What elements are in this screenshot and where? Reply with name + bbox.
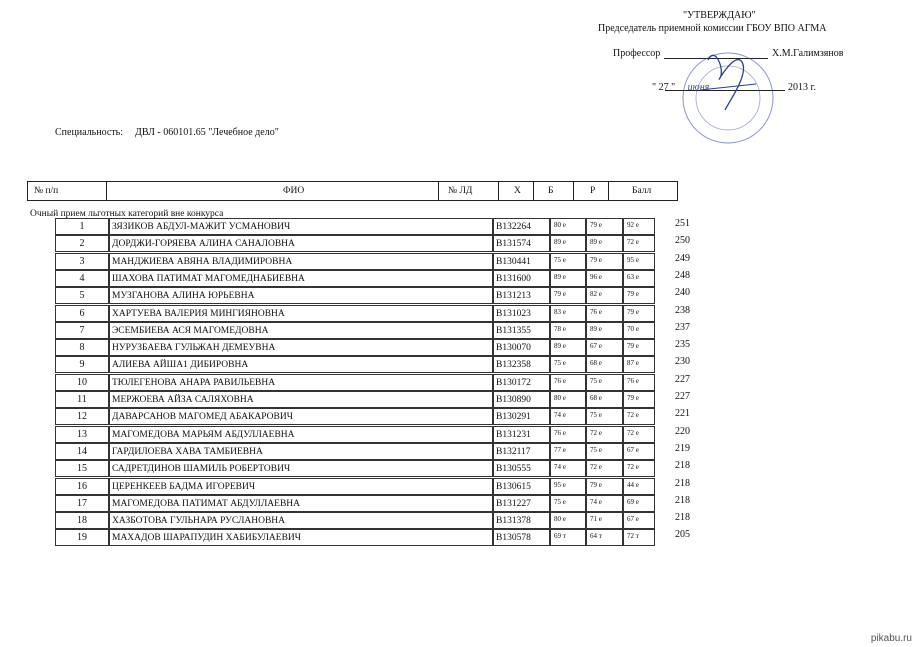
row-fio: ЦЕРЕНКЕЕВ БАДМА ИГОРЕВИЧ — [109, 478, 493, 495]
row-file-number: В130291 — [493, 408, 550, 425]
row-chemistry: 75 е — [550, 356, 586, 373]
row-chemistry: 69 т — [550, 529, 586, 546]
row-fio: МЕРЖОЕВА АЙЗА САЛЯХОВНА — [109, 391, 493, 408]
col-ld: № ЛД — [448, 186, 473, 196]
row-chemistry: 74 е — [550, 460, 586, 477]
row-fio: ГАРДИЛОЕВА ХАВА ТАМБИЕВНА — [109, 443, 493, 460]
row-russian: 79 е — [623, 287, 655, 304]
row-file-number: В130172 — [493, 374, 550, 391]
table-row — [55, 339, 690, 356]
row-russian: 67 е — [623, 512, 655, 529]
row-russian: 72 е — [623, 408, 655, 425]
row-biology: 89 е — [586, 235, 623, 252]
row-biology: 67 е — [586, 339, 623, 356]
row-fio: МАГОМЕДОВА МАРЬЯМ АБДУЛЛАЕВНА — [109, 426, 493, 443]
row-russian: 79 е — [623, 339, 655, 356]
row-chemistry: 77 е — [550, 443, 586, 460]
row-biology: 76 е — [586, 305, 623, 322]
row-file-number: В130441 — [493, 253, 550, 270]
row-biology: 96 е — [586, 270, 623, 287]
row-number: 15 — [55, 460, 109, 477]
row-file-number: В130890 — [493, 391, 550, 408]
row-fio: ДОРДЖИ-ГОРЯЕВА АЛИНА САНАЛОВНА — [109, 235, 493, 252]
row-chemistry: 79 е — [550, 287, 586, 304]
row-number: 10 — [55, 374, 109, 391]
date-month: июня — [687, 82, 710, 93]
row-fio: САДРЕТДИНОВ ШАМИЛЬ РОБЕРТОВИЧ — [109, 460, 493, 477]
row-number: 2 — [55, 235, 109, 252]
row-biology: 82 е — [586, 287, 623, 304]
row-file-number: В132264 — [493, 218, 550, 235]
row-number: 6 — [55, 305, 109, 322]
row-russian: 87 е — [623, 356, 655, 373]
row-file-number: В131227 — [493, 495, 550, 512]
row-number: 14 — [55, 443, 109, 460]
col-number: № п/п — [34, 186, 59, 196]
row-chemistry: 83 е — [550, 305, 586, 322]
row-total-score: 250 — [675, 235, 690, 247]
row-total-score: 218 — [675, 460, 690, 472]
row-total-score: 220 — [675, 425, 690, 437]
row-number: 17 — [55, 495, 109, 512]
row-fio: НУРУЗБАЕВА ГУЛЬЖАН ДЕМЕУВНА — [109, 339, 493, 356]
row-fio: МАНДЖИЕВА АВЯНА ВЛАДИМИРОВНА — [109, 253, 493, 270]
row-biology: 89 е — [586, 322, 623, 339]
row-chemistry: 80 е — [550, 391, 586, 408]
table-row — [55, 460, 690, 477]
row-total-score: 238 — [675, 304, 690, 316]
row-chemistry: 89 е — [550, 339, 586, 356]
row-biology: 72 е — [586, 460, 623, 477]
row-fio: ХАЗБОТОВА ГУЛЬНАРА РУСЛАНОВНА — [109, 512, 493, 529]
row-biology: 74 е — [586, 495, 623, 512]
row-file-number: В130615 — [493, 478, 550, 495]
row-chemistry: 80 е — [550, 218, 586, 235]
table-row — [55, 252, 690, 270]
row-fio: ХАРТУЕВА ВАЛЕРИЯ МИНГИЯНОВНА — [109, 305, 493, 322]
row-russian: 69 е — [623, 495, 655, 512]
row-number: 12 — [55, 408, 109, 425]
row-russian: 63 е — [623, 270, 655, 287]
row-total-score: 218 — [675, 477, 690, 489]
row-file-number: В131574 — [493, 235, 550, 252]
row-fio: МАГОМЕДОВА ПАТИМАТ АБДУЛЛАЕВНА — [109, 495, 493, 512]
row-russian: 67 е — [623, 443, 655, 460]
row-chemistry: 89 е — [550, 235, 586, 252]
table-row — [55, 425, 690, 443]
row-file-number: В131023 — [493, 305, 550, 322]
row-number: 5 — [55, 287, 109, 304]
row-chemistry: 75 е — [550, 253, 586, 270]
table-row — [55, 442, 690, 460]
section-title: Очный прием льготных категорий вне конкурса — [30, 209, 224, 219]
row-total-score: 240 — [675, 287, 690, 299]
row-biology: 79 е — [586, 218, 623, 235]
row-chemistry: 76 е — [550, 426, 586, 443]
row-file-number: В130555 — [493, 460, 550, 477]
row-total-score: 248 — [675, 269, 690, 281]
table-row — [55, 373, 690, 391]
table-row — [55, 321, 690, 339]
col-chem: Х — [514, 186, 521, 196]
row-chemistry: 95 е — [550, 478, 586, 495]
row-number: 7 — [55, 322, 109, 339]
table-row — [55, 356, 690, 373]
table-row — [55, 304, 690, 322]
row-number: 18 — [55, 512, 109, 529]
row-fio: ШАХОВА ПАТИМАТ МАГОМЕДНАБИЕВНА — [109, 270, 493, 287]
row-chemistry: 78 е — [550, 322, 586, 339]
commission-chair-title: Председатель приемной комиссии ГБОУ ВПО АГМА — [598, 23, 827, 34]
professor-label: Профессор — [613, 48, 661, 59]
col-rus: Р — [590, 186, 596, 196]
row-total-score: 227 — [675, 373, 690, 385]
row-russian: 72 е — [623, 235, 655, 252]
row-file-number: В130578 — [493, 529, 550, 546]
row-russian: 95 е — [623, 253, 655, 270]
date-day: " 27 " — [652, 82, 676, 93]
table-row — [55, 494, 690, 512]
row-russian: 70 е — [623, 322, 655, 339]
row-fio: ТЮЛЕГЕНОВА АНАРА РАВИЛЬЕВНА — [109, 374, 493, 391]
row-number: 13 — [55, 426, 109, 443]
row-total-score: 249 — [675, 252, 690, 264]
row-file-number: В131378 — [493, 512, 550, 529]
row-biology: 75 е — [586, 408, 623, 425]
row-total-score: 221 — [675, 408, 690, 420]
row-number: 4 — [55, 270, 109, 287]
watermark: pikabu.ru — [870, 633, 912, 644]
row-fio: ЭСЕМБИЕВА АСЯ МАГОМЕДОВНА — [109, 322, 493, 339]
row-total-score: 227 — [675, 391, 690, 402]
row-chemistry: 75 е — [550, 495, 586, 512]
row-number: 16 — [55, 478, 109, 495]
approval-year: 2013 г. — [788, 82, 816, 93]
row-file-number: В131213 — [493, 287, 550, 304]
row-biology: 72 е — [586, 426, 623, 443]
row-russian: 72 е — [623, 460, 655, 477]
row-file-number: В132358 — [493, 356, 550, 373]
row-total-score: 218 — [675, 512, 690, 524]
row-chemistry: 80 е — [550, 512, 586, 529]
table-header — [27, 181, 678, 201]
row-total-score: 219 — [675, 442, 690, 454]
row-biology: 75 е — [586, 443, 623, 460]
approval-heading: "УТВЕРЖДАЮ" — [683, 10, 756, 21]
commission-stamp-icon — [680, 40, 790, 150]
row-number: 11 — [55, 391, 109, 408]
row-total-score: 251 — [675, 218, 690, 229]
row-fio: ЗЯЗИКОВ АБДУЛ-МАЖИТ УСМАНОВИЧ — [109, 218, 493, 235]
row-fio: МАХАДОВ ШАРАПУДИН ХАБИБУЛАЕВИЧ — [109, 529, 493, 546]
row-chemistry: 76 е — [550, 374, 586, 391]
row-biology: 71 е — [586, 512, 623, 529]
table-row — [55, 477, 690, 495]
col-fio: ФИО — [283, 186, 305, 196]
table-row — [55, 529, 690, 546]
row-russian: 44 е — [623, 478, 655, 495]
row-russian: 79 е — [623, 391, 655, 408]
row-fio: ДАВАРСАНОВ МАГОМЕД АБАКАРОВИЧ — [109, 408, 493, 425]
row-biology: 68 е — [586, 391, 623, 408]
row-file-number: В131231 — [493, 426, 550, 443]
row-number: 3 — [55, 253, 109, 270]
row-chemistry: 74 е — [550, 408, 586, 425]
table-row — [55, 391, 690, 408]
col-score: Балл — [632, 186, 652, 196]
row-biology: 68 е — [586, 356, 623, 373]
row-russian: 76 е — [623, 374, 655, 391]
row-fio: АЛИЕВА АЙША1 ДИБИРОВНА — [109, 356, 493, 373]
table-row — [55, 287, 690, 304]
table-row — [55, 408, 690, 425]
row-total-score: 205 — [675, 529, 690, 541]
specialty-value: ДВЛ - 060101.65 "Лечебное дело" — [135, 127, 279, 138]
row-number: 1 — [55, 218, 109, 235]
row-fio: МУЗГАНОВА АЛИНА ЮРЬЕВНА — [109, 287, 493, 304]
col-bio: Б — [548, 186, 554, 196]
row-russian: 92 е — [623, 218, 655, 235]
row-number: 8 — [55, 339, 109, 356]
row-biology: 79 е — [586, 253, 623, 270]
row-file-number: В131600 — [493, 270, 550, 287]
row-file-number: В132117 — [493, 443, 550, 460]
professor-name: Х.М.Галимзянов — [772, 48, 844, 59]
row-biology: 64 т — [586, 529, 623, 546]
row-russian: 72 е — [623, 426, 655, 443]
table-row — [55, 512, 690, 529]
row-biology: 75 е — [586, 374, 623, 391]
specialty-label: Специальность: — [55, 127, 123, 138]
row-chemistry: 89 е — [550, 270, 586, 287]
row-total-score: 235 — [675, 339, 690, 351]
table-row — [55, 218, 690, 235]
row-total-score: 230 — [675, 356, 690, 368]
row-biology: 79 е — [586, 478, 623, 495]
row-number: 9 — [55, 356, 109, 373]
row-file-number: В131355 — [493, 322, 550, 339]
row-total-score: 237 — [675, 321, 690, 333]
row-russian: 79 е — [623, 305, 655, 322]
row-number: 19 — [55, 529, 109, 546]
row-total-score: 218 — [675, 494, 690, 506]
table-row — [55, 269, 690, 287]
row-russian: 72 т — [623, 529, 655, 546]
table-row — [55, 235, 690, 252]
row-file-number: В130070 — [493, 339, 550, 356]
